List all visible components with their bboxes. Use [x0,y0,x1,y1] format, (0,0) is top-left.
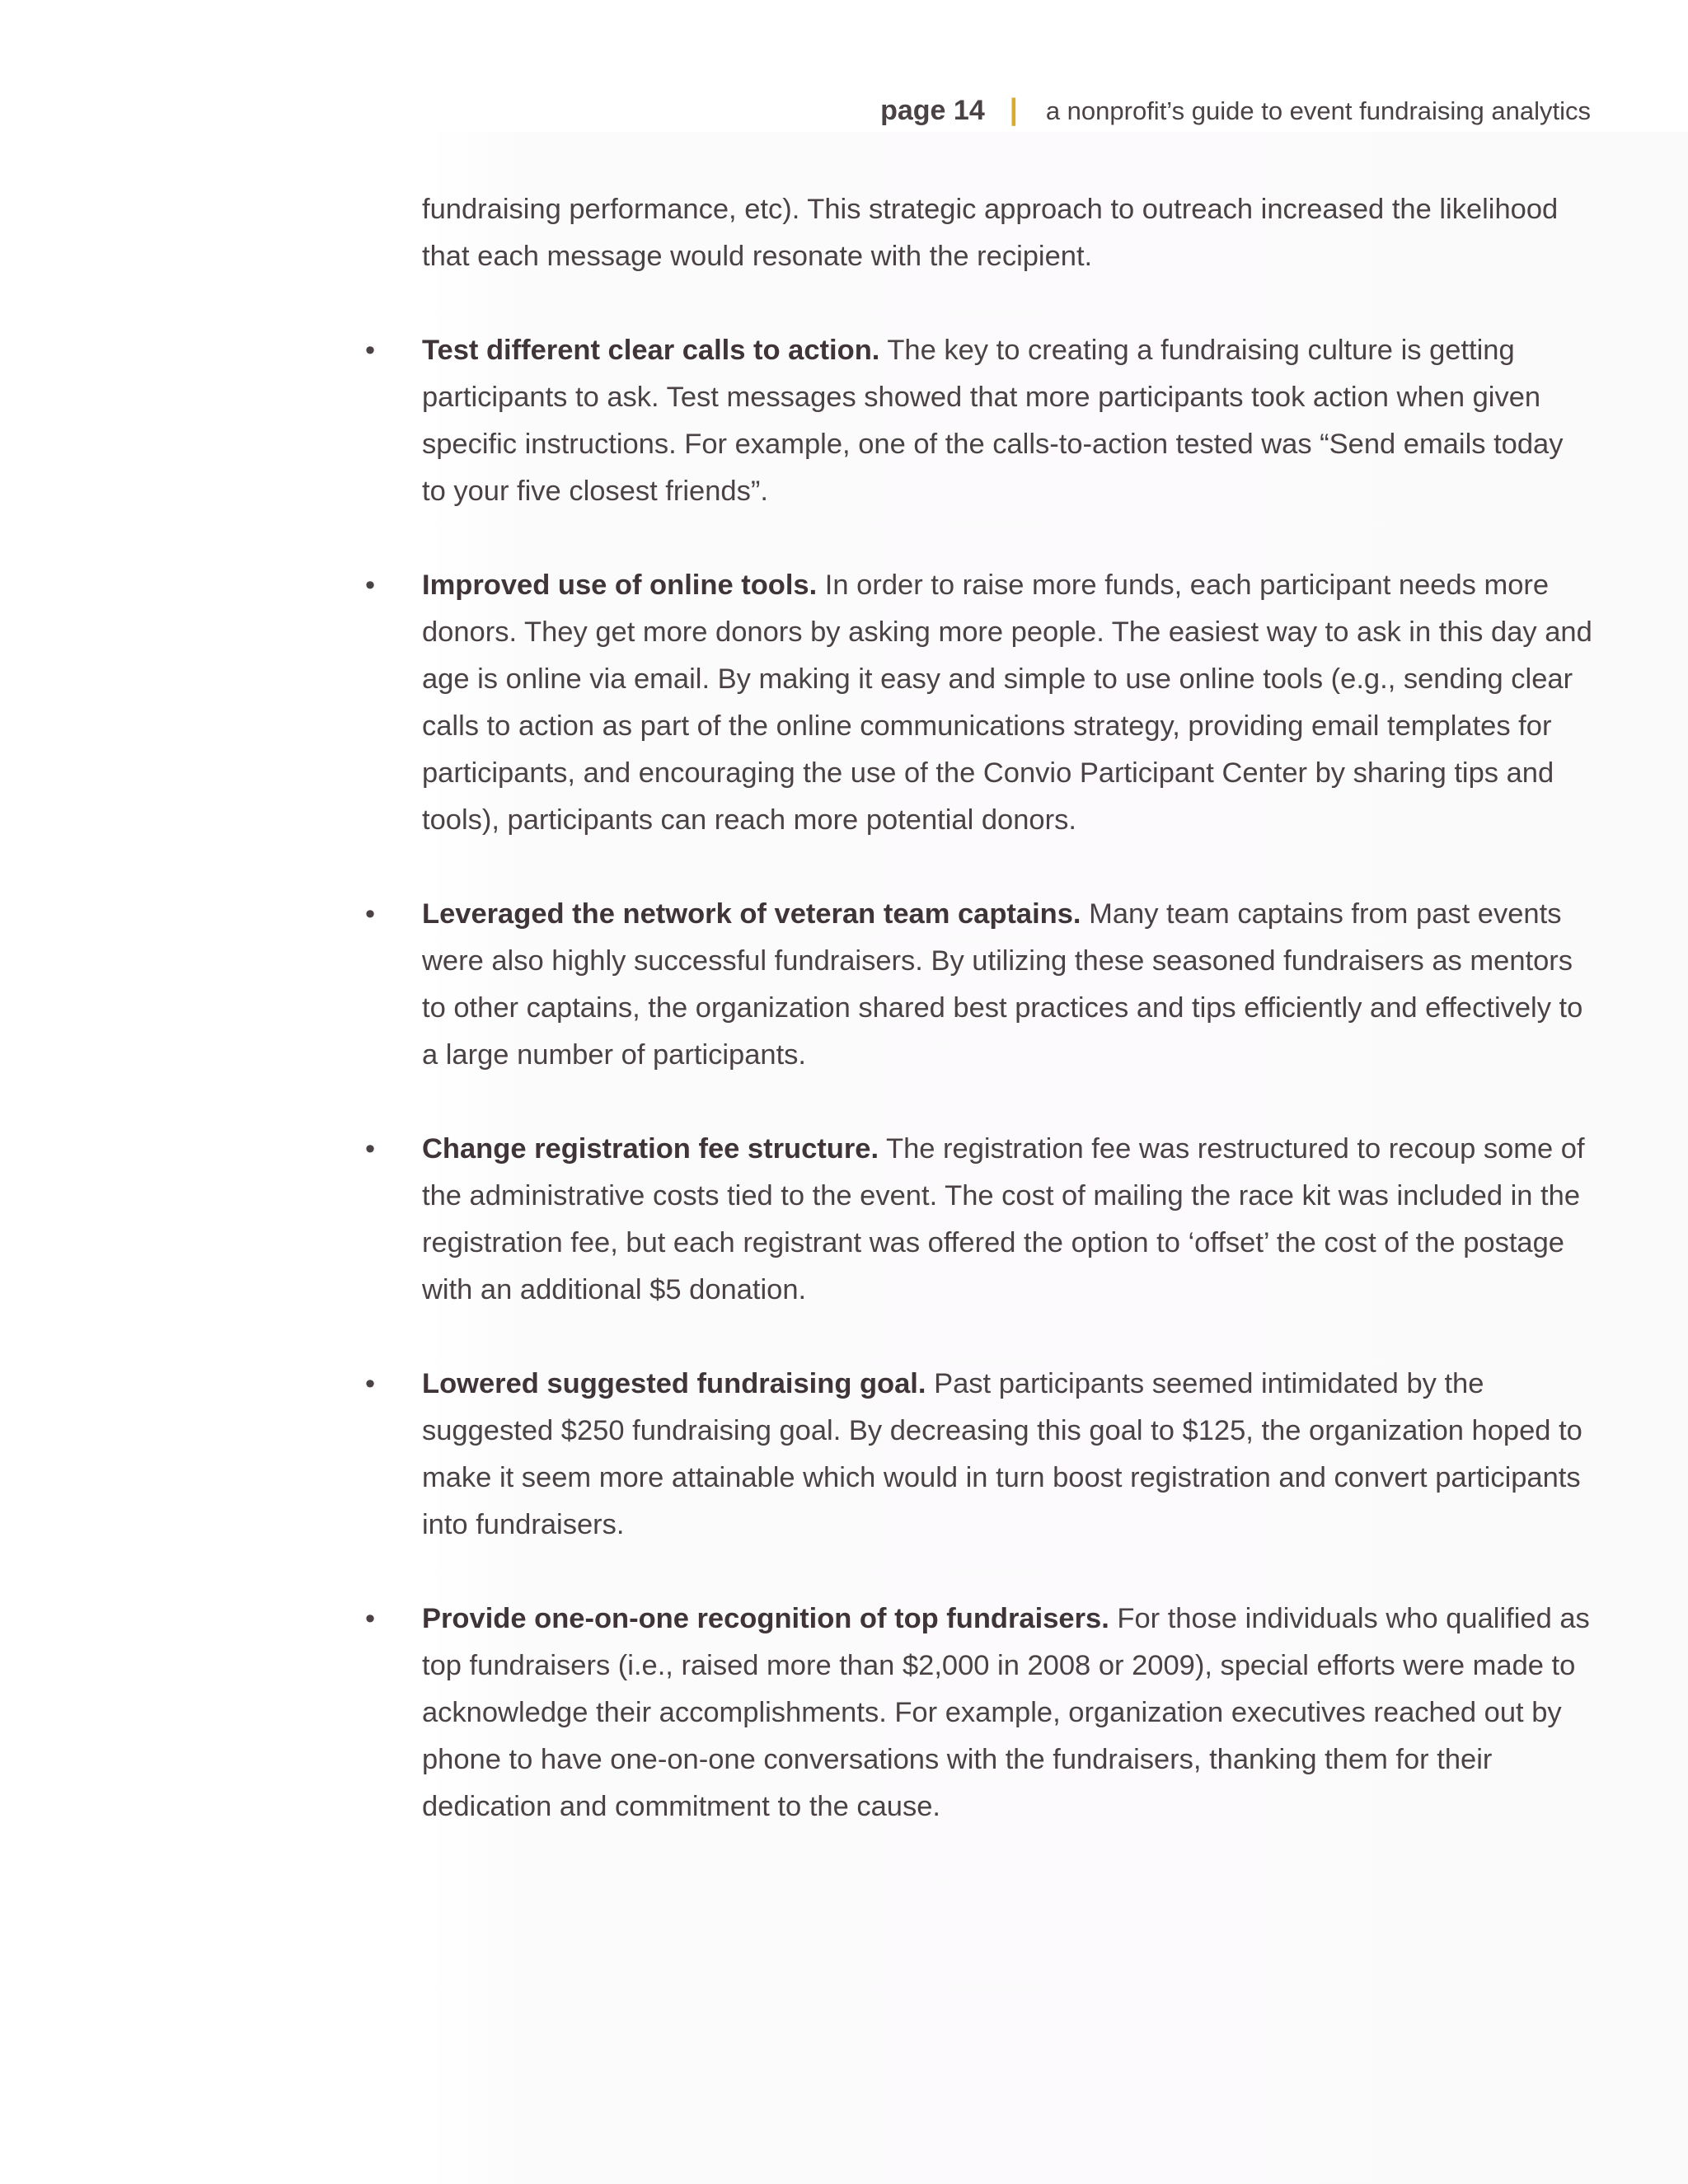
list-item-body: Many team captains from past events were also highly successful fundraisers. By utilizing these seasoned fundraisers as mentors to other captains, the organization shared best practices and tips efficiently and effectively to a large number of participants. [422,898,1583,1071]
list-item-heading: Test different clear calls to action. [422,335,880,366]
page-body [365,186,1592,1877]
list-item-text [422,562,1592,844]
document-title: a nonprofit’s guide to event fundraising analytics [1045,96,1591,125]
list-item-text [422,327,1592,515]
continuation-paragraph: fundraising performance, etc). This strategic approach to outreach increased the likelihood that each message would resonate with the recipient. [422,194,1559,272]
list-item-heading: Change registration fee structure. [422,1133,879,1165]
list-item-body: For those individuals who qualified as top fundraisers (i.e., raised more than $2,000 in 2008 or 2009), special efforts were made to acknowledge their accomplishments. For example, organization executives reached out by phone to have one-on-one conversations with the fundraisers, thanking them for their dedication and commitment to the cause. [422,1603,1590,1822]
list-item [365,1126,1592,1314]
list-item [365,1361,1592,1549]
list-item-body: In order to raise more funds, each participant needs more donors. They get more donors by asking more people. The easiest way to ask in this day and age is online via email. By making it easy and simple to use online tools (e.g., sending clear calls to action as part of the online communications strategy, providing email templates for participants, and encouraging the use of the Convio Participant Center by sharing tips and tools), participants can reach more potential donors. [422,569,1592,836]
list-item-body: Past participants seemed intimidated by the suggested $250 fundraising goal. By decreasing this goal to $125, the organization hoped to make it seem more attainable which would in turn boost registration and convert participants into fundraisers. [422,1368,1582,1540]
bullet-icon: • [365,1133,376,1165]
list-item-body: The registration fee was restructured to recoup some of the administrative costs tied to the event. The cost of mailing the race kit was included in the registration fee, but each registrant was offered the option to ‘offset’ the cost of the postage with an additional $5 donation. [422,1133,1585,1305]
list-item-heading: Lowered suggested fundraising goal. [422,1368,926,1399]
list-item-text [422,1596,1592,1830]
list-item [365,562,1592,844]
list-item-heading: Leveraged the network of veteran team captains. [422,898,1081,930]
list-item-heading: Provide one-on-one recognition of top fundraisers. [422,1603,1109,1634]
bullet-icon: • [365,898,376,930]
bullet-icon: • [365,1368,376,1399]
list-item-body: The key to creating a fundraising culture is getting participants to ask. Test messages showed that more participants took action when given specific instructions. For example, one of the calls-to-action tested was “Send emails today to your five closest friends”. [422,335,1564,507]
list-item-text [422,891,1592,1079]
list-item [365,891,1592,1079]
bullet-icon: • [365,569,376,601]
list-item-text [422,1361,1592,1549]
bullet-icon: • [365,1603,376,1634]
list-item-text [422,1126,1592,1314]
header-separator: | [1009,92,1018,126]
list-item [365,1596,1592,1830]
list-item [365,327,1592,515]
list-item-heading: Improved use of online tools. [422,569,818,601]
bullet-icon: • [365,335,376,366]
page-number: page 14 [880,95,985,126]
page-header [880,92,1591,127]
